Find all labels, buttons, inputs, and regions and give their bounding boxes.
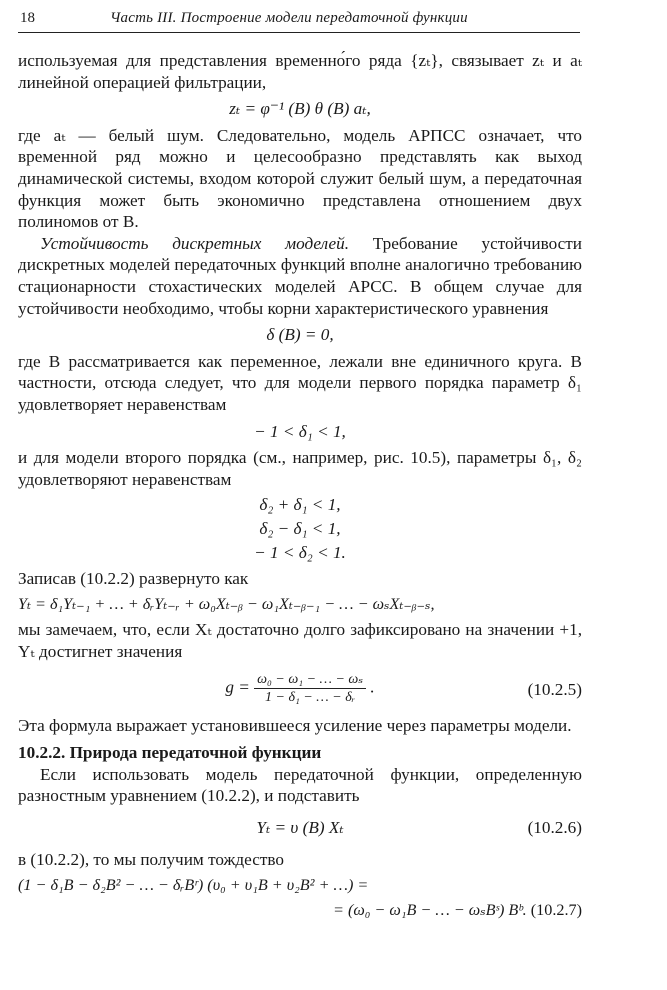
equation: Yₜ = υ (B) Xₜ <box>256 818 344 838</box>
page-header <box>18 8 580 33</box>
paragraph: используемая для представления временно́го ряда {zₜ}, связывает zₜ и aₜ линейной операцией фильтрации, <box>18 51 582 92</box>
paragraph: где aₜ — белый шум. Следовательно, модель АРПСС означает, что временной ряд можно и целесообразно представлять как выход динамической системы, входом которой служит белый шум, а передаточная функция может быть экономично представлена отношением двух полиномов от B. <box>18 125 582 232</box>
equation: δ (B) = 0, <box>266 325 334 345</box>
paragraph: и для модели второго порядка (см., например, рис. 10.5), параметры δ₁, δ₂ удовлетворяют неравенствам <box>18 448 582 489</box>
equation: zₜ = φ⁻¹ (B) θ (B) aₜ, <box>229 99 371 119</box>
paragraph-text: Требование устойчивости дискретных моделей передаточных функций вполне аналогично требованию стационарности стохастических моделей АРСС. В общем случае для устойчивости необходимо, чтобы корни характеристического уравнения <box>18 233 582 318</box>
equation: Yₜ = δ₁Yₜ₋₁ + … + δᵣYₜ₋ᵣ + ω₀Xₜ₋ᵦ − ω₁Xₜ₋ᵦ₋₁ − … − ωₛXₜ₋ᵦ₋ₛ, <box>18 594 435 613</box>
equation: − 1 < δ₁ < 1, <box>254 421 346 441</box>
equation: = (ω₀ − ω₁B − … − ωₛBˢ) Bᵇ. <box>332 901 527 920</box>
inequality: δ₂ + δ₁ < 1, <box>259 495 341 515</box>
running-title: Часть III. Построение модели передаточной функции <box>110 10 468 26</box>
paragraph: в (10.2.2), то мы получим тождество <box>18 850 284 870</box>
section-heading: 10.2.2. Природа передаточной функции <box>18 743 322 763</box>
equation-row <box>18 813 582 843</box>
paragraph: Записав (10.2.2) развернуто как <box>18 569 249 589</box>
paragraph <box>18 233 582 319</box>
equation-number: (10.2.6) <box>527 818 582 838</box>
page-body <box>18 50 582 922</box>
equation-line: (1 − δ₁B − δ₂B² − … − δᵣBʳ) (υ₀ + υ₁B + υ₂B² + …) = <box>18 875 369 894</box>
equation-tail: . <box>370 677 375 697</box>
equation-number: (10.2.7) <box>530 901 582 920</box>
paragraph: Если использовать модель передаточной функции, определенную разностным уравнением (10.2.2), и подставить <box>18 764 582 806</box>
equation-row <box>18 669 582 709</box>
inequality-system <box>18 493 582 565</box>
equation-number: (10.2.5) <box>527 679 582 699</box>
inequality: − 1 < δ₂ < 1. <box>254 543 346 563</box>
fraction <box>254 671 366 706</box>
denominator: 1 − δ₁ − … − δᵣ <box>265 689 356 705</box>
paragraph: Эта формула выражает установившееся усиление через параметры модели. <box>18 715 572 735</box>
inequality: δ₂ − δ₁ < 1, <box>259 519 341 539</box>
equation-line <box>18 900 582 922</box>
equation <box>18 671 582 706</box>
paragraph: где B рассматривается как переменное, лежали вне единичного круга. В частности, отсюда следует, что для модели первого порядка параметр δ₁ удовлетворяет неравенствам <box>18 351 582 414</box>
paragraph-heading: Устойчивость дискретных моделей. <box>40 233 350 253</box>
equation-lhs: g = <box>225 677 250 697</box>
paragraph: мы замечаем, что, если Xₜ достаточно долго зафиксировано на значении +1, Yₜ достигнет значения <box>18 620 582 662</box>
numerator: ω₀ − ω₁ − … − ωₛ <box>254 671 366 689</box>
page-number: 18 <box>20 10 35 26</box>
